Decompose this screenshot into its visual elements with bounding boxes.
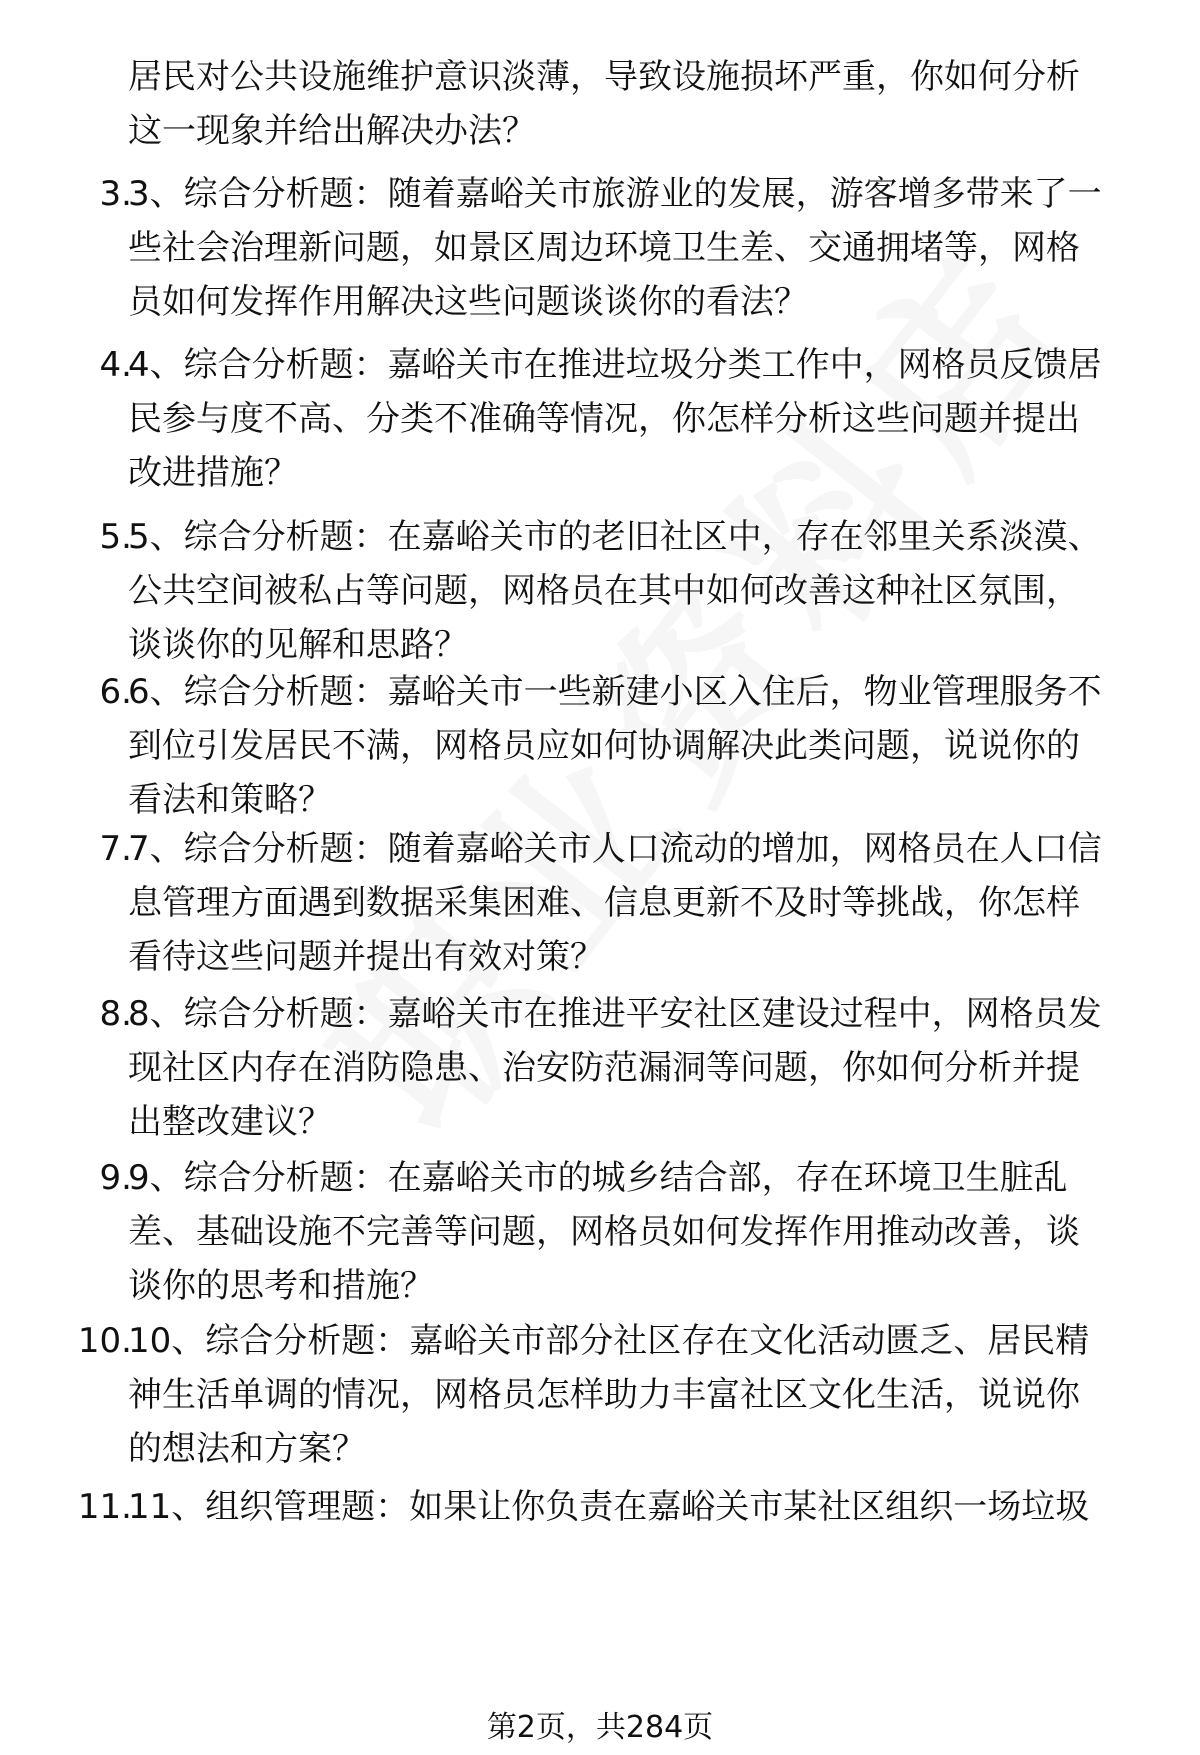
question-line: 10、综合分析题：嘉峪关市部分社区存在文化活动匮乏、居民精 <box>128 1321 1090 1361</box>
question-text <box>128 510 1102 672</box>
question-line: 谈你的思考和措施？ <box>128 1266 434 1306</box>
question-line: 改进措施？ <box>128 453 298 493</box>
question-text <box>128 1314 1089 1476</box>
question-line: 出整改建议？ <box>128 1102 332 1142</box>
question-line: 公共空间被私占等问题，网格员在其中如何改善这种社区氛围， <box>128 571 1080 611</box>
question-line: 8、综合分析题：嘉峪关市在推进平安社区建设过程中，网格员发 <box>128 994 1102 1034</box>
question-line: 的想法和方案？ <box>128 1429 366 1469</box>
question-number: 5. <box>99 517 132 557</box>
question-line: 看待这些问题并提出有效对策？ <box>128 937 604 977</box>
question-text <box>128 822 1102 984</box>
question-line: 9、综合分析题：在嘉峪关市的城乡结合部，存在环境卫生脏乱 <box>128 1158 1068 1198</box>
question-line: 3、综合分析题：随着嘉峪关市旅游业的发展，游客增多带来了一 <box>128 174 1102 214</box>
question-number: 4. <box>99 345 132 385</box>
question-number: 8. <box>99 994 132 1034</box>
question-number: 3. <box>99 174 132 214</box>
question-line: 民参与度不高、分类不准确等情况，你怎样分析这些问题并提出 <box>128 399 1080 439</box>
question-line: 看法和策略？ <box>128 780 332 820</box>
question-text <box>128 338 1102 500</box>
continuation-line: 这一现象并给出解决办法？ <box>128 111 536 151</box>
question-number: 6. <box>99 672 132 712</box>
question-line: 11、组织管理题：如果让你负责在嘉峪关市某社区组织一场垃圾 <box>128 1487 1090 1527</box>
page-footer: 第2页，共284页 <box>486 1710 714 1745</box>
question-line: 7、综合分析题：随着嘉峪关市人口流动的增加，网格员在人口信 <box>128 829 1102 869</box>
question-number: 11. <box>77 1487 132 1527</box>
question-line: 现社区内存在消防隐患、治安防范漏洞等问题，你如何分析并提 <box>128 1048 1080 1088</box>
question-line: 4、综合分析题：嘉峪关市在推进垃圾分类工作中，网格员反馈居 <box>128 345 1102 385</box>
question-text <box>128 665 1102 827</box>
question-line: 员如何发挥作用解决这些问题谈谈你的看法？ <box>128 282 808 322</box>
question-number: 10. <box>77 1321 132 1361</box>
continuation-line: 居民对公共设施维护意识淡薄，导致设施损坏严重，你如何分析 <box>128 57 1080 97</box>
question-line: 6、综合分析题：嘉峪关市一些新建小区入住后，物业管理服务不 <box>128 672 1102 712</box>
question-line: 神生活单调的情况，网格员怎样助力丰富社区文化生活，说说你 <box>128 1375 1080 1415</box>
question-text <box>128 1151 1080 1313</box>
question-line: 些社会治理新问题，如景区周边环境卫生差、交通拥堵等，网格 <box>128 228 1080 268</box>
question-text <box>128 1480 1089 1534</box>
question-text <box>128 167 1102 329</box>
question-line: 到位引发居民不满，网格员应如何协调解决此类问题，说说你的 <box>128 726 1080 766</box>
question-line: 谈谈你的见解和思路？ <box>128 625 468 665</box>
question-number: 9. <box>99 1158 132 1198</box>
question-line: 息管理方面遇到数据采集困难、信息更新不及时等挑战，你怎样 <box>128 883 1080 923</box>
question-number: 7. <box>99 829 132 869</box>
question-line: 5、综合分析题：在嘉峪关市的老旧社区中，存在邻里关系淡漠、 <box>128 517 1102 557</box>
question-line: 差、基础设施不完善等问题，网格员如何发挥作用推动改善，谈 <box>128 1212 1080 1252</box>
question-text <box>128 987 1102 1149</box>
